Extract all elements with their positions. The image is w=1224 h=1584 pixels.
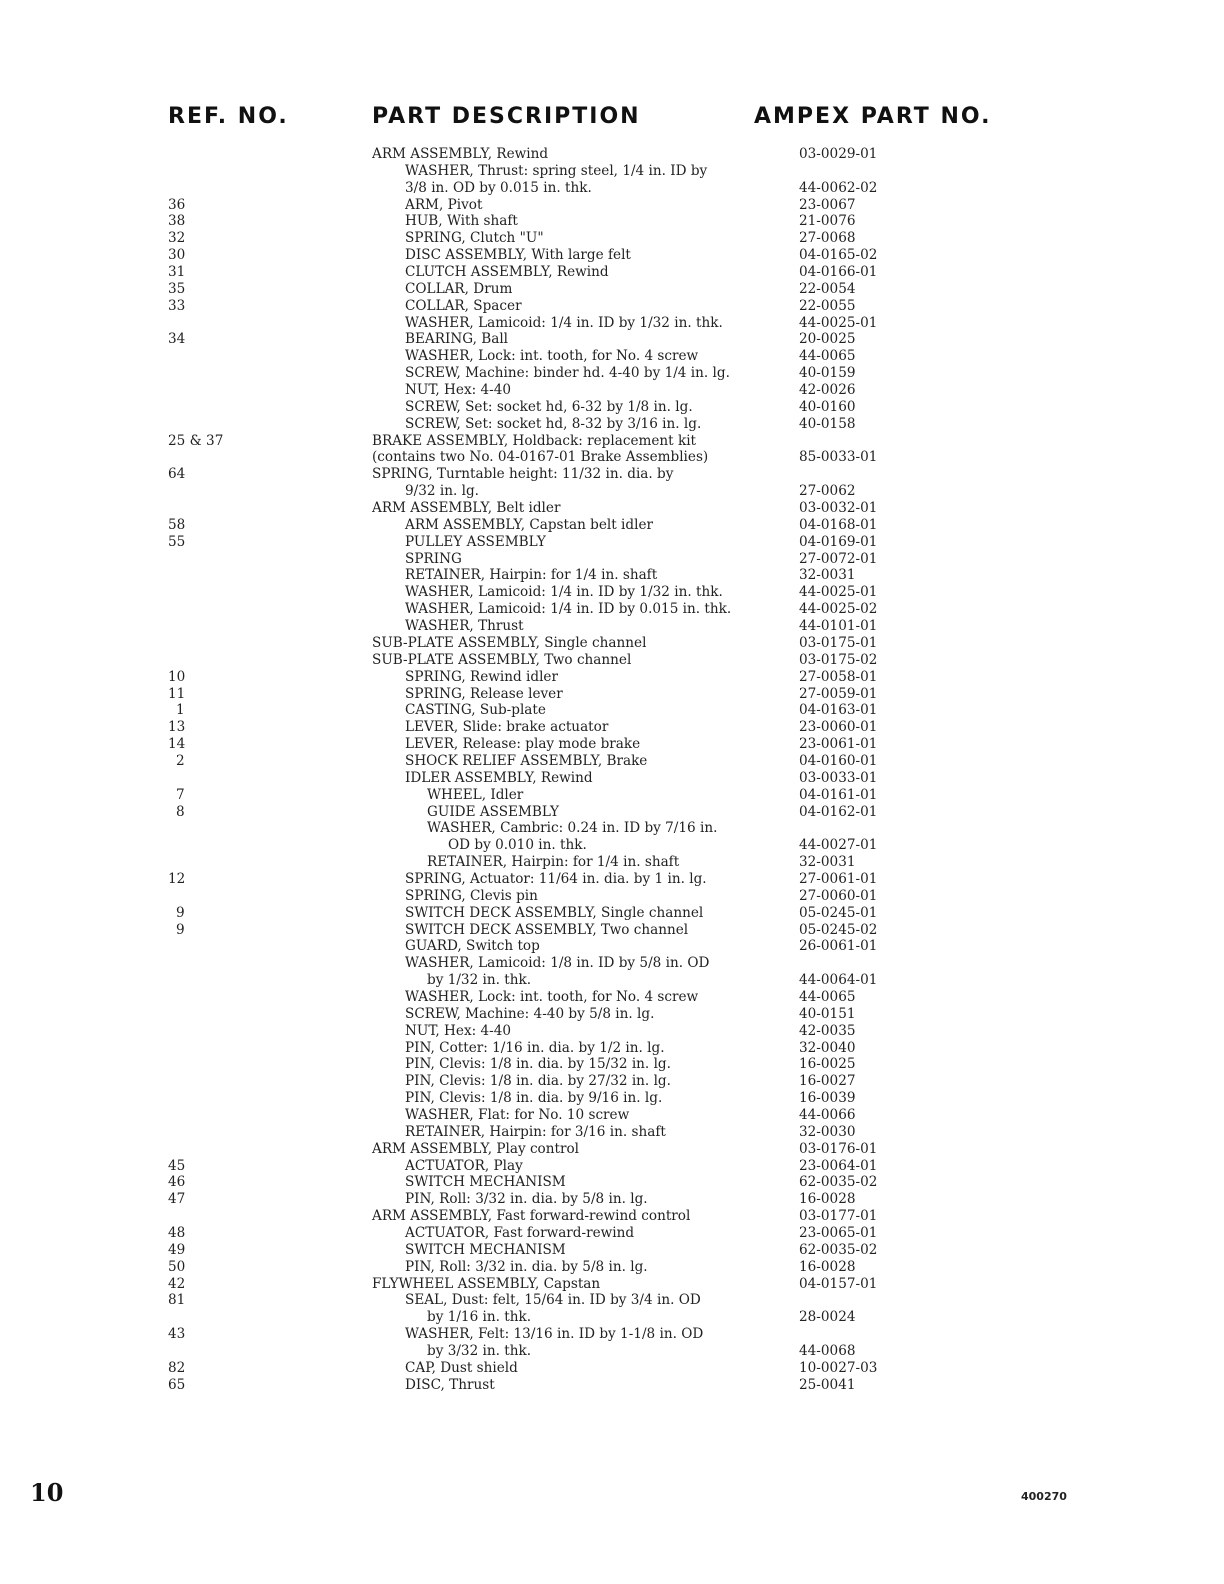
ref-no-cell: 2 [176, 752, 185, 769]
part-description-cell: PIN, Roll: 3/32 in. dia. by 5/8 in. lg. [405, 1191, 648, 1208]
ref-no-cell: 12 [168, 870, 186, 887]
ref-no-cell: 34 [168, 331, 186, 348]
ref-no-cell: 58 [168, 516, 186, 533]
ref-no-cell: 55 [168, 533, 186, 550]
part-description-cell: ARM ASSEMBLY, Capstan belt idler [405, 516, 653, 533]
part-description-cell: WASHER, Lamicoid: 1/8 in. ID by 5/8 in. OD [405, 955, 710, 972]
part-description-cell: FLYWHEEL ASSEMBLY, Capstan [372, 1275, 601, 1292]
part-number-cell: 05-0245-02 [799, 921, 878, 938]
part-number-cell: 27-0059-01 [799, 685, 878, 702]
part-number-cell: 44-0027-01 [799, 837, 878, 854]
part-number-cell: 04-0168-01 [799, 516, 878, 533]
table-row [0, 938, 1224, 955]
table-row [0, 1208, 1224, 1225]
table-row [0, 197, 1224, 214]
part-number-cell: 40-0151 [799, 1005, 856, 1022]
part-number-cell: 04-0161-01 [799, 786, 878, 803]
part-number-cell: 27-0061-01 [799, 870, 878, 887]
part-description-cell: HUB, With shaft [405, 213, 518, 230]
table-row [0, 331, 1224, 348]
table-row [0, 567, 1224, 584]
ref-no-cell: 82 [168, 1359, 186, 1376]
part-description-cell: RETAINER, Hairpin: for 1/4 in. shaft [405, 567, 658, 584]
part-description-cell: GUIDE ASSEMBLY [427, 803, 559, 820]
table-row [0, 1158, 1224, 1175]
table-row [0, 854, 1224, 871]
table-row [0, 669, 1224, 686]
table-row [0, 922, 1224, 939]
ref-no-cell: 8 [176, 803, 185, 820]
part-description-cell: ARM, Pivot [405, 196, 483, 213]
table-row [0, 719, 1224, 736]
part-number-cell: 03-0175-02 [799, 651, 878, 668]
part-description-cell: SWITCH MECHANISM [405, 1241, 566, 1258]
part-number-cell: 03-0175-01 [799, 634, 878, 651]
table-row [0, 1225, 1224, 1242]
part-description-cell: DISC, Thrust [405, 1376, 495, 1393]
part-number-cell: 42-0026 [799, 382, 856, 399]
ref-no-cell: 32 [168, 230, 186, 247]
part-number-cell: 32-0030 [799, 1123, 856, 1140]
table-row [0, 449, 1224, 466]
part-number-cell: 44-0025-01 [799, 314, 878, 331]
ref-no-cell: 81 [168, 1292, 186, 1309]
table-row [0, 1360, 1224, 1377]
table-row [0, 1326, 1224, 1343]
table-row [0, 736, 1224, 753]
part-description-cell: LEVER, Slide: brake actuator [405, 719, 609, 736]
ref-no-cell: 45 [168, 1157, 186, 1174]
ref-no-cell: 65 [168, 1376, 186, 1393]
part-number-cell: 40-0160 [799, 398, 856, 415]
part-description-cell: PIN, Cotter: 1/16 in. dia. by 1/2 in. lg. [405, 1039, 665, 1056]
part-number-cell: 44-0101-01 [799, 618, 878, 635]
table-row [0, 1242, 1224, 1259]
part-number-cell: 04-0162-01 [799, 803, 878, 820]
part-number-cell: 28-0024 [799, 1309, 856, 1326]
part-description-cell: WASHER, Lamicoid: 1/4 in. ID by 1/32 in. thk. [405, 314, 723, 331]
table-row [0, 180, 1224, 197]
part-description-cell: ARM ASSEMBLY, Rewind [372, 146, 549, 162]
table-row [0, 972, 1224, 989]
part-description-cell: IDLER ASSEMBLY, Rewind [405, 769, 593, 786]
part-number-cell: 04-0169-01 [799, 533, 878, 550]
part-number-cell: 32-0031 [799, 854, 856, 871]
part-description-cell: WHEEL, Idler [427, 786, 524, 803]
ref-no-cell: 10 [168, 668, 186, 685]
part-number-cell: 03-0029-01 [799, 146, 878, 162]
part-description-cell: SCREW, Set: socket hd, 8-32 by 3/16 in. lg. [405, 415, 702, 432]
part-description-cell: SPRING [405, 550, 462, 567]
part-number-cell: 42-0035 [799, 1022, 856, 1039]
part-description-cell: WASHER, Felt: 13/16 in. ID by 1-1/8 in. OD [405, 1326, 704, 1343]
table-row [0, 686, 1224, 703]
part-number-cell: 20-0025 [799, 331, 856, 348]
part-description-cell: SPRING, Clevis pin [405, 887, 538, 904]
ref-no-cell: 42 [168, 1275, 186, 1292]
ref-no-cell: 1 [176, 702, 185, 719]
table-row [0, 1276, 1224, 1293]
table-row [0, 1343, 1224, 1360]
part-description-cell: GUARD, Switch top [405, 938, 540, 955]
part-description-cell: BEARING, Ball [405, 331, 509, 348]
part-number-cell: 05-0245-01 [799, 904, 878, 921]
table-row [0, 1124, 1224, 1141]
table-row [0, 1377, 1224, 1394]
part-number-cell: 04-0165-02 [799, 247, 878, 264]
part-description-cell: SPRING, Rewind idler [405, 668, 558, 685]
ref-no-cell: 35 [168, 280, 186, 297]
table-row [0, 635, 1224, 652]
part-number-cell: 03-0032-01 [799, 500, 878, 517]
ref-no-cell: 13 [168, 719, 186, 736]
table-row [0, 264, 1224, 281]
table-row [0, 888, 1224, 905]
part-description-cell: by 3/32 in. thk. [427, 1343, 532, 1360]
part-number-cell: 03-0033-01 [799, 769, 878, 786]
table-row [0, 1174, 1224, 1191]
table-row [0, 163, 1224, 180]
table-row [0, 365, 1224, 382]
ref-no-cell: 43 [168, 1326, 186, 1343]
part-number-cell: 40-0158 [799, 415, 856, 432]
part-number-cell: 26-0061-01 [799, 938, 878, 955]
part-number-cell: 23-0061-01 [799, 736, 878, 753]
table-row [0, 213, 1224, 230]
part-description-cell: COLLAR, Drum [405, 280, 513, 297]
ref-no-cell: 9 [176, 921, 185, 938]
table-row [0, 534, 1224, 551]
part-number-cell: 16-0028 [799, 1258, 856, 1275]
part-description-cell: WASHER, Lock: int. tooth, for No. 4 screw [405, 348, 699, 365]
part-description-cell: ACTUATOR, Fast forward-rewind [405, 1225, 635, 1241]
part-number-cell: 44-0065 [799, 348, 856, 365]
part-number-cell: 27-0060-01 [799, 887, 878, 904]
part-description-cell: PIN, Clevis: 1/8 in. dia. by 27/32 in. lg. [405, 1073, 671, 1090]
part-description-cell: CAP, Dust shield [405, 1359, 518, 1376]
document-code: 400270 [1021, 1490, 1067, 1503]
part-description-cell: SUB-PLATE ASSEMBLY, Single channel [372, 634, 647, 651]
part-number-cell: 16-0039 [799, 1090, 856, 1107]
table-row [0, 871, 1224, 888]
ref-no-cell: 7 [176, 786, 185, 803]
header-ref-no: REF. NO. [168, 104, 289, 129]
table-row [0, 348, 1224, 365]
table-row [0, 905, 1224, 922]
part-description-cell: PIN, Roll: 3/32 in. dia. by 5/8 in. lg. [405, 1258, 648, 1275]
part-number-cell: 25-0041 [799, 1376, 856, 1393]
ref-no-cell: 49 [168, 1241, 186, 1258]
table-row [0, 1141, 1224, 1158]
ref-no-cell: 48 [168, 1225, 186, 1241]
table-row [0, 483, 1224, 500]
table-row [0, 146, 1224, 163]
part-number-cell: 23-0060-01 [799, 719, 878, 736]
part-description-cell: by 1/16 in. thk. [427, 1309, 532, 1326]
part-number-cell: 16-0025 [799, 1056, 856, 1073]
table-row [0, 416, 1224, 433]
part-description-cell: ARM ASSEMBLY, Play control [372, 1140, 579, 1157]
table-row [0, 1107, 1224, 1124]
part-number-cell: 62-0035-02 [799, 1241, 878, 1258]
part-number-cell: 27-0058-01 [799, 668, 878, 685]
part-description-cell: SWITCH DECK ASSEMBLY, Two channel [405, 921, 689, 938]
part-number-cell: 23-0065-01 [799, 1225, 878, 1241]
part-description-cell: WASHER, Lock: int. tooth, for No. 4 screw [405, 988, 699, 1005]
table-row [0, 820, 1224, 837]
table-row [0, 315, 1224, 332]
part-number-cell: 04-0163-01 [799, 702, 878, 719]
table-row [0, 1191, 1224, 1208]
ref-no-cell: 36 [168, 196, 186, 213]
part-number-cell: 44-0025-02 [799, 601, 878, 618]
ref-no-cell: 46 [168, 1174, 186, 1191]
part-description-cell: OD by 0.010 in. thk. [448, 837, 587, 854]
part-number-cell: 62-0035-02 [799, 1174, 878, 1191]
part-description-cell: SWITCH MECHANISM [405, 1174, 566, 1191]
part-number-cell: 04-0157-01 [799, 1275, 878, 1292]
table-row [0, 298, 1224, 315]
part-number-cell: 23-0064-01 [799, 1157, 878, 1174]
table-row [0, 787, 1224, 804]
part-description-cell: SCREW, Set: socket hd, 6-32 by 1/8 in. lg. [405, 398, 693, 415]
table-row [0, 433, 1224, 450]
part-number-cell: 40-0159 [799, 365, 856, 382]
part-description-cell: WASHER, Lamicoid: 1/4 in. ID by 1/32 in. thk. [405, 584, 723, 601]
table-row [0, 1056, 1224, 1073]
part-description-cell: WASHER, Lamicoid: 1/4 in. ID by 0.015 in. thk. [405, 601, 732, 618]
part-description-cell: LEVER, Release: play mode brake [405, 736, 641, 753]
part-description-cell: by 1/32 in. thk. [427, 972, 532, 989]
part-description-cell: ARM ASSEMBLY, Belt idler [372, 500, 561, 517]
parts-list [0, 146, 1224, 1394]
part-number-cell: 16-0027 [799, 1073, 856, 1090]
part-number-cell: 03-0177-01 [799, 1208, 878, 1225]
part-number-cell: 44-0064-01 [799, 972, 878, 989]
part-number-cell: 21-0076 [799, 213, 856, 230]
part-description-cell: WASHER, Thrust [405, 618, 524, 635]
part-description-cell: RETAINER, Hairpin: for 3/16 in. shaft [405, 1123, 666, 1140]
part-number-cell: 27-0062 [799, 483, 856, 500]
part-description-cell: 9/32 in. lg. [405, 483, 479, 500]
part-description-cell: SPRING, Turntable height: 11/32 in. dia. by [372, 466, 674, 483]
part-number-cell: 16-0028 [799, 1191, 856, 1208]
part-description-cell: ARM ASSEMBLY, Fast forward-rewind control [372, 1208, 691, 1225]
part-description-cell: SCREW, Machine: 4-40 by 5/8 in. lg. [405, 1005, 655, 1022]
page-number: 10 [30, 1478, 64, 1507]
ref-no-cell: 33 [168, 297, 186, 314]
ref-no-cell: 11 [168, 685, 186, 702]
part-number-cell: 85-0033-01 [799, 449, 878, 466]
part-number-cell: 03-0176-01 [799, 1140, 878, 1157]
part-number-cell: 44-0025-01 [799, 584, 878, 601]
part-description-cell: SWITCH DECK ASSEMBLY, Single channel [405, 904, 704, 921]
table-row [0, 382, 1224, 399]
part-number-cell: 04-0166-01 [799, 264, 878, 281]
part-description-cell: SPRING, Actuator: 11/64 in. dia. by 1 in. lg. [405, 870, 707, 887]
ref-no-cell: 31 [168, 264, 186, 281]
part-number-cell: 27-0068 [799, 230, 856, 247]
ref-no-cell: 50 [168, 1258, 186, 1275]
part-number-cell: 04-0160-01 [799, 752, 878, 769]
table-row [0, 1023, 1224, 1040]
part-description-cell: WASHER, Cambric: 0.24 in. ID by 7/16 in. [427, 820, 718, 837]
table-row [0, 753, 1224, 770]
table-row [0, 551, 1224, 568]
part-description-cell: WASHER, Flat: for No. 10 screw [405, 1106, 630, 1123]
table-row [0, 804, 1224, 821]
table-row [0, 500, 1224, 517]
part-description-cell: SEAL, Dust: felt, 15/64 in. ID by 3/4 in. OD [405, 1292, 701, 1309]
table-row [0, 584, 1224, 601]
table-row [0, 1073, 1224, 1090]
table-row [0, 652, 1224, 669]
part-description-cell: PIN, Clevis: 1/8 in. dia. by 15/32 in. lg. [405, 1056, 671, 1073]
table-row [0, 399, 1224, 416]
table-row [0, 770, 1224, 787]
table-row [0, 517, 1224, 534]
part-description-cell: SHOCK RELIEF ASSEMBLY, Brake [405, 752, 648, 769]
header-ampex-part-no: AMPEX PART NO. [754, 104, 992, 129]
table-row [0, 1090, 1224, 1107]
table-row [0, 837, 1224, 854]
part-description-cell: SCREW, Machine: binder hd. 4-40 by 1/4 in. lg. [405, 365, 730, 382]
ref-no-cell: 47 [168, 1191, 186, 1208]
part-description-cell: (contains two No. 04-0167-01 Brake Assemblies) [372, 449, 709, 466]
part-description-cell: NUT, Hex: 4-40 [405, 382, 512, 399]
table-row [0, 702, 1224, 719]
part-number-cell: 32-0031 [799, 567, 856, 584]
part-description-cell: RETAINER, Hairpin: for 1/4 in. shaft [427, 854, 680, 871]
part-number-cell: 44-0066 [799, 1106, 856, 1123]
part-description-cell: BRAKE ASSEMBLY, Holdback: replacement kit [372, 432, 697, 449]
table-row [0, 466, 1224, 483]
part-description-cell: 3/8 in. OD by 0.015 in. thk. [405, 179, 592, 196]
table-row [0, 247, 1224, 264]
part-number-cell: 44-0062-02 [799, 179, 878, 196]
part-description-cell: NUT, Hex: 4-40 [405, 1022, 512, 1039]
part-description-cell: PIN, Clevis: 1/8 in. dia. by 9/16 in. lg. [405, 1090, 663, 1107]
table-row [0, 1040, 1224, 1057]
part-description-cell: PULLEY ASSEMBLY [405, 533, 546, 550]
table-row [0, 618, 1224, 635]
table-row [0, 1292, 1224, 1309]
header-part-description: PART DESCRIPTION [372, 104, 641, 129]
ref-no-cell: 64 [168, 466, 186, 483]
table-row [0, 1006, 1224, 1023]
part-number-cell: 22-0054 [799, 280, 856, 297]
table-row [0, 989, 1224, 1006]
part-number-cell: 23-0067 [799, 196, 856, 213]
part-number-cell: 22-0055 [799, 297, 856, 314]
part-number-cell: 27-0072-01 [799, 550, 878, 567]
part-description-cell: DISC ASSEMBLY, With large felt [405, 247, 631, 264]
table-row [0, 230, 1224, 247]
part-number-cell: 32-0040 [799, 1039, 856, 1056]
part-description-cell: SPRING, Clutch "U" [405, 230, 544, 247]
part-number-cell: 10-0027-03 [799, 1359, 878, 1376]
table-row [0, 1309, 1224, 1326]
part-description-cell: SPRING, Release lever [405, 685, 563, 702]
part-description-cell: CASTING, Sub-plate [405, 702, 546, 719]
part-description-cell: COLLAR, Spacer [405, 297, 522, 314]
part-description-cell: CLUTCH ASSEMBLY, Rewind [405, 264, 609, 281]
table-row [0, 1259, 1224, 1276]
part-number-cell: 44-0065 [799, 988, 856, 1005]
table-row [0, 955, 1224, 972]
table-row [0, 601, 1224, 618]
ref-no-cell: 9 [176, 904, 185, 921]
ref-no-cell: 25 & 37 [168, 432, 224, 449]
ref-no-cell: 30 [168, 247, 186, 264]
ref-no-cell: 14 [168, 736, 186, 753]
table-row [0, 281, 1224, 298]
ref-no-cell: 38 [168, 213, 186, 230]
part-number-cell: 44-0068 [799, 1343, 856, 1360]
part-description-cell: ACTUATOR, Play [405, 1157, 523, 1174]
part-description-cell: SUB-PLATE ASSEMBLY, Two channel [372, 651, 632, 668]
part-description-cell: WASHER, Thrust: spring steel, 1/4 in. ID by [405, 162, 708, 179]
